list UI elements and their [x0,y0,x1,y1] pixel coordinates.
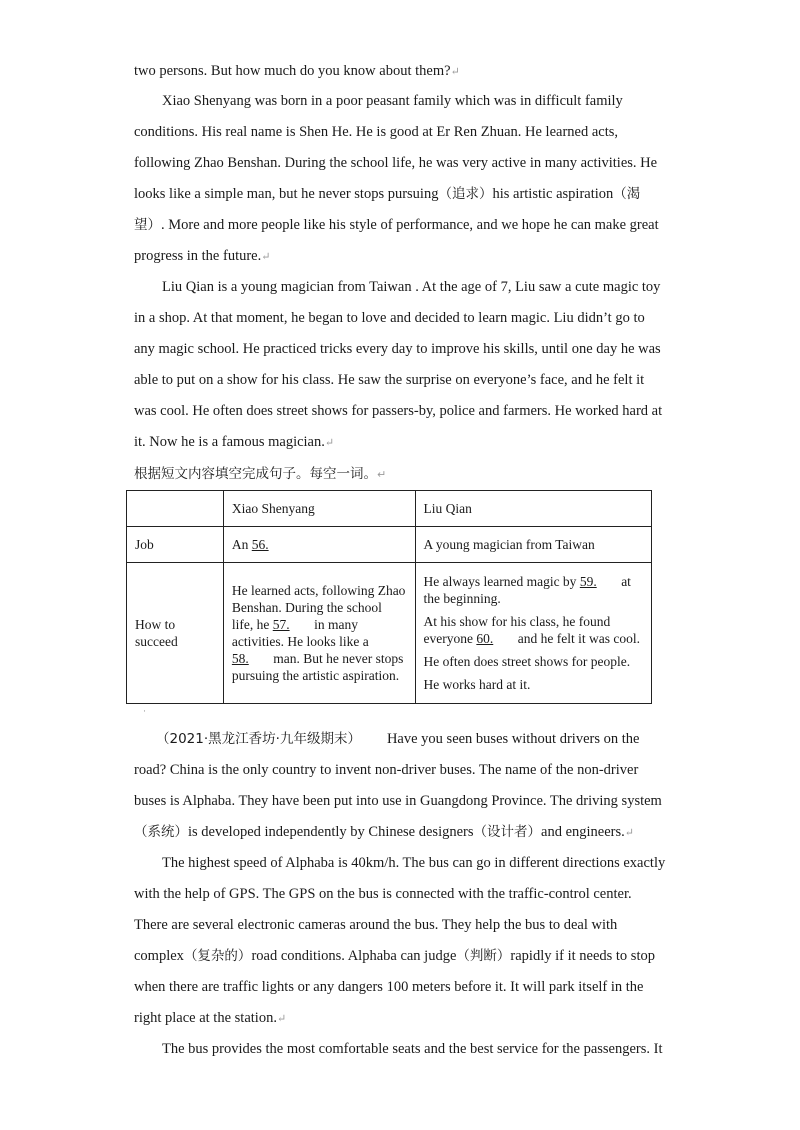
paragraph-mark: ↵ [276,1013,287,1025]
p2-text-1a: Have you seen buses without drivers on the road? China is the only country to invent non-driver buses. The name of the non-driver buses is Alphaba. They have been put into use in Guangdong Province. The driving system [134,731,662,809]
p2-gloss-4: （判断） [456,948,511,964]
p2-text-2a: The highest speed of Alphaba is 40km/h. The bus can go in different directions exactly with the help of GPS. The GPS on the bus is connected with the traffic-control center. There are several electronic cameras around the bus. They help the bus to deal with complex [134,855,666,964]
header-empty-cell [127,491,224,527]
how-xiao-text-b: in many activities. He looks like a [231,617,369,649]
how-liu-line-2 [424,613,644,647]
instruction-text: 根据短文内容填空完成句子。每空一词。 [134,466,377,482]
source-label: （2021·黑龙江香坊·九年级期末） [156,731,361,747]
how-xiao-text-c: man. But he never stops pursuing the artistic aspiration. [231,651,404,683]
how-liu-cell [415,563,652,704]
job-prefix: An [231,537,249,552]
blank-59[interactable]: 59. [579,574,597,589]
table-row-job [127,527,652,563]
header-liu-cell: Liu Qian [415,491,652,527]
how-liu-line-1 [424,573,644,607]
instruction-line [134,462,386,482]
blank-60[interactable]: 60. [476,631,494,646]
paragraph-mark: ↵ [261,251,271,263]
job-xiao-cell [223,527,415,563]
xiao-text-a: Xiao Shenyang was born in a poor peasant family which was in difficult family conditions. His real name is Shen He. He is good at Er Ren Zhuan. He learned acts, following Zhao Benshan. During the school life, he was very active in many activities. He looks like a simple man, but he never stops pursuing [134,93,658,202]
how-liu-text-1b: at the beginning. [423,574,631,606]
how-liu-text-2a: At his show for his class, he found everyone [423,614,611,646]
how-label-cell: How to succeed [127,563,224,704]
paragraph-mark: ↵ [377,468,387,481]
how-xiao-cell [223,563,415,704]
how-liu-text-2b: and he felt it was cool. [517,631,640,646]
p2-text-1b: is developed independently by Chinese designers [188,824,474,840]
passage2-second-paragraph [134,848,668,1035]
p2-text-2b: road conditions. Alphaba can judge [251,948,457,964]
table-row-how [127,563,652,704]
xiao-text-b: his artistic aspiration [492,186,614,202]
p2-text-1c: and engineers. [541,824,625,840]
intro-text: two persons. But how much do you know about them? [134,63,451,79]
blank-56[interactable]: 56. [251,537,269,552]
xiao-gloss-1: （追求） [438,186,493,202]
p2-gloss-3: （复杂的） [183,948,252,964]
xiao-gloss-2: （渴望） [134,186,641,233]
table-header-row [127,491,652,527]
passage1-intro [134,56,668,88]
how-liu-line-3: He often does street shows for people. [423,654,631,669]
how-xiao-text-a: He learned acts, following Zhao Benshan. During the school life, he [231,583,406,632]
p2-text-3: The bus provides the most comfortable seats and the best service for the passengers. It [162,1041,663,1057]
blank-58[interactable]: 58. [231,651,249,666]
xiao-text-c: . More and more people like his style of performance, and we hope he can make great progress in the future. [134,217,659,264]
p2-gloss-1: （系统） [134,824,188,840]
liu-text: Liu Qian is a young magician from Taiwan . At the age of 7, Liu saw a cute magic toy in a shop. At that moment, he began to love and decided to learn magic. Liu didn’t go to any magic school. He practiced tricks every day to improve his skills, until one day he was able to put on a show for his class. He saw the surprise on everyone’s face, and he felt it was cool. He often does street shows for passers-by, police and farmers. He worked hard at it. Now he is a famous magician. [134,279,663,450]
p2-text-2c: rapidly if it needs to stop when there are traffic lights or any dangers 100 meters before it. It will park itself in the right place at the station. [134,948,655,1026]
passage1-xiao-paragraph [134,86,668,273]
blank-57[interactable]: 57. [272,617,290,632]
how-liu-line-4: He works hard at it. [423,677,531,692]
how-liu-text-1a: He always learned magic by [423,574,577,589]
paragraph-mark: ↵ [624,827,634,839]
job-label-cell: Job [127,527,224,563]
paragraph-mark: ↵ [450,66,460,78]
job-liu-cell: A young magician from Taiwan [415,527,652,563]
passage2-third-paragraph [134,1034,668,1065]
table-end-mark: · [143,706,146,716]
passage2-first-paragraph [134,724,668,849]
header-xiao-cell: Xiao Shenyang [223,491,415,527]
paragraph-mark: ↵ [324,437,335,449]
p2-gloss-2: （设计者） [473,824,542,840]
passage1-liu-paragraph [134,272,668,459]
fill-in-table [126,490,652,704]
